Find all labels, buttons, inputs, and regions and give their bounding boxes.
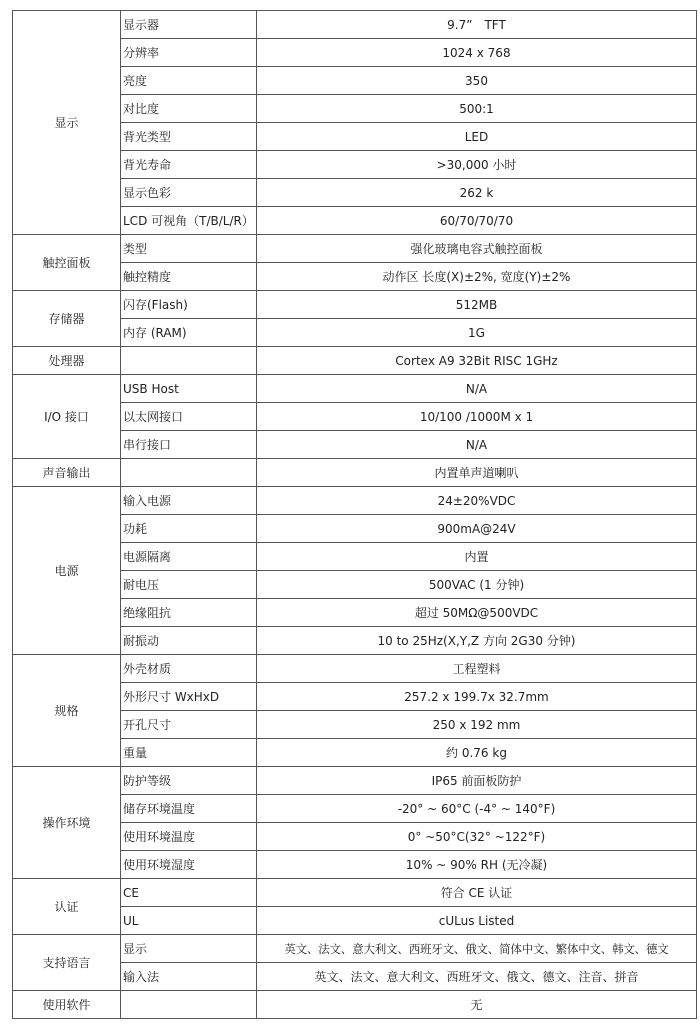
- param-cell: 使用环境湿度: [121, 851, 257, 879]
- value-cell: 强化玻璃电容式触控面板: [257, 235, 697, 263]
- param-cell: 防护等级: [121, 767, 257, 795]
- spec-row: [13, 879, 697, 907]
- param-cell: 绝缘阻抗: [121, 599, 257, 627]
- spec-row: [13, 291, 697, 319]
- value-cell: 24±20%VDC: [257, 487, 697, 515]
- spec-row: [13, 655, 697, 683]
- value-cell: N/A: [257, 375, 697, 403]
- spec-row: [13, 487, 697, 515]
- value-cell: 500VAC (1 分钟): [257, 571, 697, 599]
- param-cell: 使用环境温度: [121, 823, 257, 851]
- param-cell: 触控精度: [121, 263, 257, 291]
- value-cell: LED: [257, 123, 697, 151]
- param-cell: CE: [121, 879, 257, 907]
- value-cell: 350: [257, 67, 697, 95]
- param-cell: 闪存(Flash): [121, 291, 257, 319]
- category-cell: 声音输出: [13, 459, 121, 487]
- value-cell: 英文、法文、意大利文、西班牙文、俄文、德文、注音、拼音: [257, 963, 697, 991]
- param-cell: 显示色彩: [121, 179, 257, 207]
- value-cell: 10 to 25Hz(X,Y,Z 方向 2G30 分钟): [257, 627, 697, 655]
- param-cell: 电源隔离: [121, 543, 257, 571]
- value-cell: >30,000 小时: [257, 151, 697, 179]
- value-cell: 9.7” TFT: [257, 11, 697, 39]
- value-cell: 超过 50MΩ@500VDC: [257, 599, 697, 627]
- spec-row: [13, 991, 697, 1019]
- param-cell: 重量: [121, 739, 257, 767]
- spec-row: [13, 767, 697, 795]
- value-cell: 250 x 192 mm: [257, 711, 697, 739]
- param-cell: 对比度: [121, 95, 257, 123]
- spec-table: [12, 10, 697, 1019]
- category-cell: 显示: [13, 11, 121, 235]
- category-cell: 认证: [13, 879, 121, 935]
- category-cell: 操作环境: [13, 767, 121, 879]
- spec-row: [13, 375, 697, 403]
- value-cell: 900mA@24V: [257, 515, 697, 543]
- category-cell: 支持语言: [13, 935, 121, 991]
- spec-row: [13, 347, 697, 375]
- param-cell: 外形尺寸 WxHxD: [121, 683, 257, 711]
- value-cell: 1024 x 768: [257, 39, 697, 67]
- category-cell: 电源: [13, 487, 121, 655]
- param-cell: 以太网接口: [121, 403, 257, 431]
- param-cell: 输入电源: [121, 487, 257, 515]
- param-cell: LCD 可视角（T/B/L/R）: [121, 207, 257, 235]
- value-cell: 英文、法文、意大利文、西班牙文、俄文、简体中文、繁体中文、韩文、德文: [257, 935, 697, 963]
- value-cell: 符合 CE 认证: [257, 879, 697, 907]
- param-cell: 开孔尺寸: [121, 711, 257, 739]
- category-cell: 存储器: [13, 291, 121, 347]
- value-cell: 动作区 长度(X)±2%, 宽度(Y)±2%: [257, 263, 697, 291]
- param-cell: 外壳材质: [121, 655, 257, 683]
- value-cell: Cortex A9 32Bit RISC 1GHz: [257, 347, 697, 375]
- param-cell: 显示器: [121, 11, 257, 39]
- param-cell: 分辨率: [121, 39, 257, 67]
- value-cell: 10/100 /1000M x 1: [257, 403, 697, 431]
- category-cell: 触控面板: [13, 235, 121, 291]
- value-cell: 内置: [257, 543, 697, 571]
- value-cell: 无: [257, 991, 697, 1019]
- spec-row: [13, 235, 697, 263]
- value-cell: -20° ~ 60°C (-4° ~ 140°F): [257, 795, 697, 823]
- spec-table-body: [13, 11, 697, 1019]
- param-cell: 串行接口: [121, 431, 257, 459]
- value-cell: 262 k: [257, 179, 697, 207]
- value-cell: 工程塑料: [257, 655, 697, 683]
- param-cell: 亮度: [121, 67, 257, 95]
- spec-row: [13, 935, 697, 963]
- value-cell: 60/70/70/70: [257, 207, 697, 235]
- value-cell: 约 0.76 kg: [257, 739, 697, 767]
- param-cell: 内存 (RAM): [121, 319, 257, 347]
- param-cell: [121, 459, 257, 487]
- value-cell: IP65 前面板防护: [257, 767, 697, 795]
- param-cell: 储存环境温度: [121, 795, 257, 823]
- param-cell: USB Host: [121, 375, 257, 403]
- value-cell: 512MB: [257, 291, 697, 319]
- value-cell: 500:1: [257, 95, 697, 123]
- category-cell: 规格: [13, 655, 121, 767]
- value-cell: N/A: [257, 431, 697, 459]
- param-cell: [121, 991, 257, 1019]
- category-cell: 处理器: [13, 347, 121, 375]
- param-cell: 背光寿命: [121, 151, 257, 179]
- param-cell: 功耗: [121, 515, 257, 543]
- spec-row: [13, 11, 697, 39]
- value-cell: 内置单声道喇叭: [257, 459, 697, 487]
- value-cell: 257.2 x 199.7x 32.7mm: [257, 683, 697, 711]
- value-cell: 10% ~ 90% RH (无冷凝): [257, 851, 697, 879]
- param-cell: 显示: [121, 935, 257, 963]
- param-cell: 输入法: [121, 963, 257, 991]
- category-cell: 使用软件: [13, 991, 121, 1019]
- param-cell: 耐振动: [121, 627, 257, 655]
- value-cell: 0° ~50°C(32° ~122°F): [257, 823, 697, 851]
- value-cell: cULus Listed: [257, 907, 697, 935]
- param-cell: UL: [121, 907, 257, 935]
- param-cell: 背光类型: [121, 123, 257, 151]
- value-cell: 1G: [257, 319, 697, 347]
- spec-row: [13, 459, 697, 487]
- param-cell: 类型: [121, 235, 257, 263]
- param-cell: [121, 347, 257, 375]
- param-cell: 耐电压: [121, 571, 257, 599]
- category-cell: I/O 接口: [13, 375, 121, 459]
